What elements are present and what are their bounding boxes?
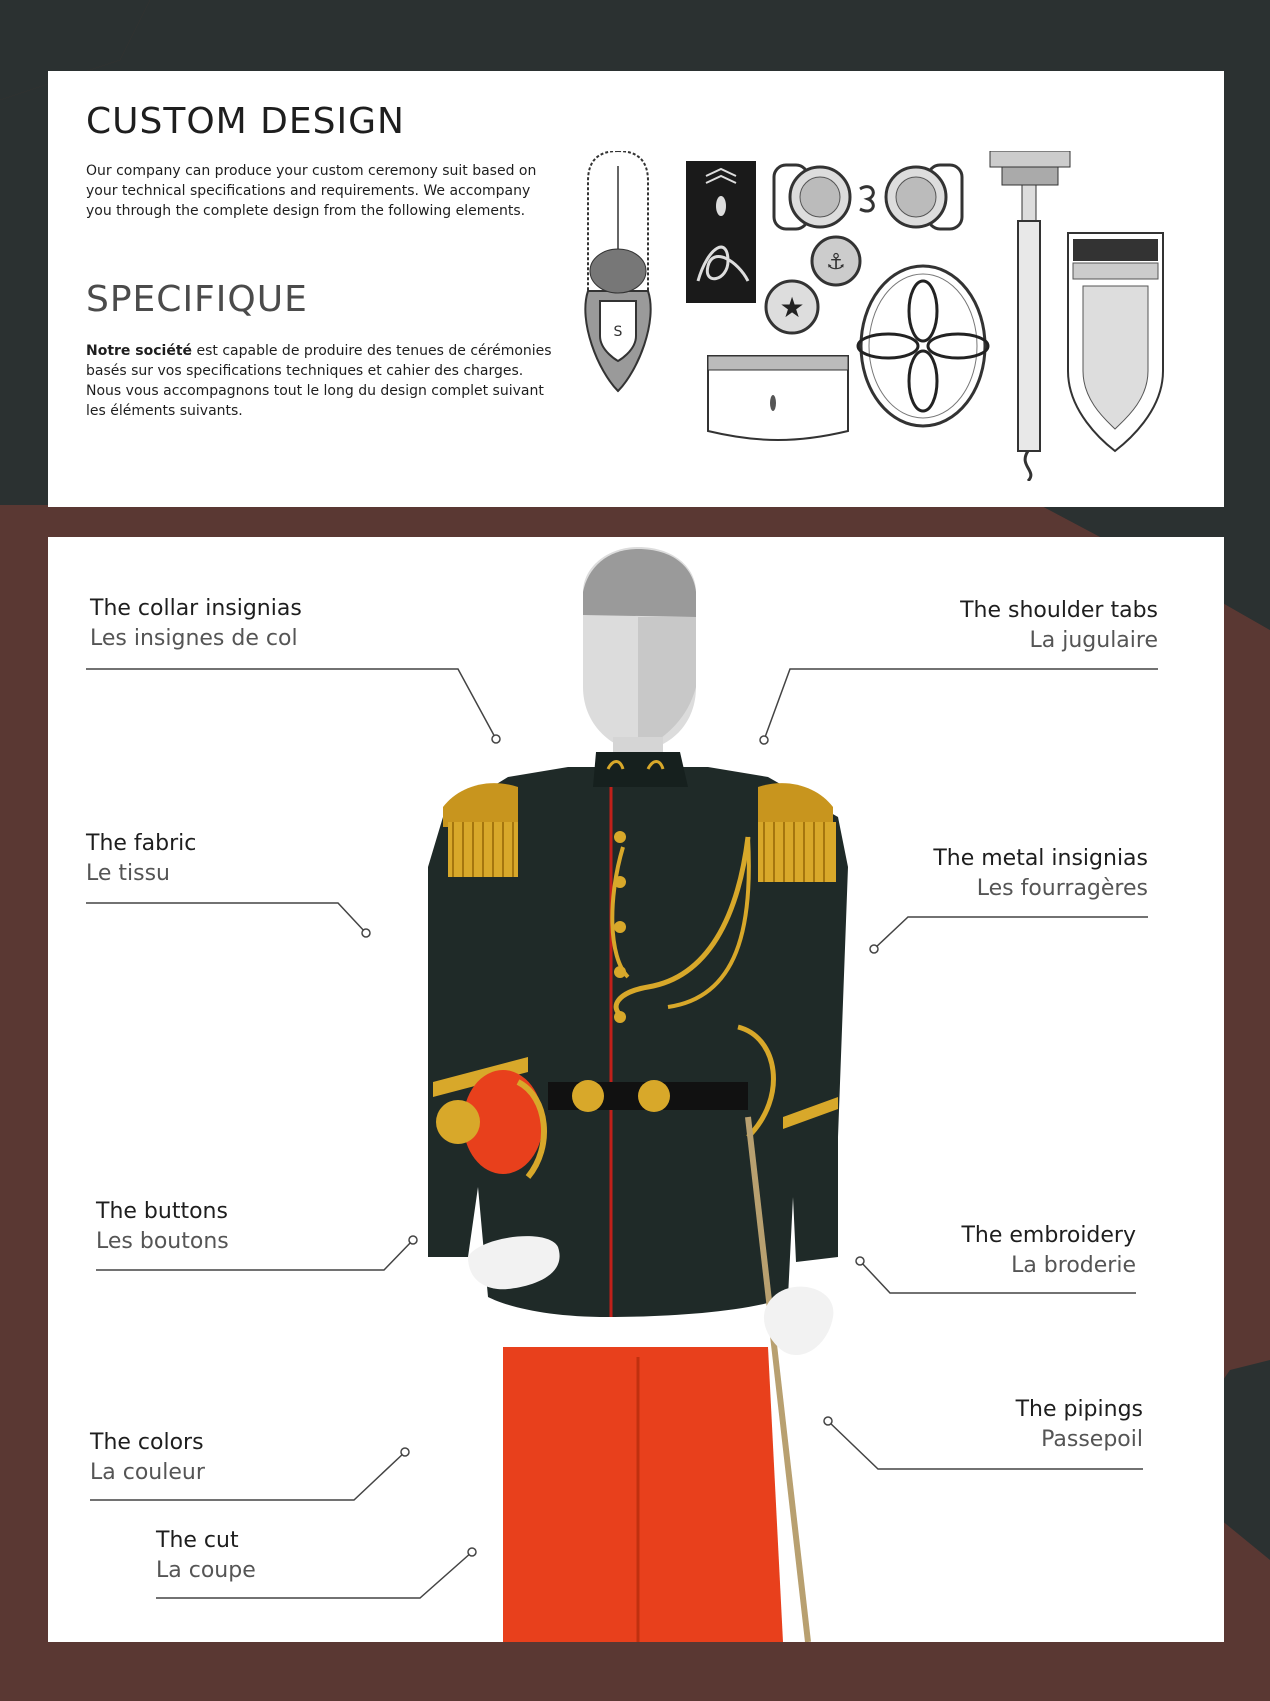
custom-design-panel [48,71,1224,507]
callout-leader-lines [48,537,1224,1642]
callout-fr: La couleur [90,1460,205,1485]
callout-en: The colors [90,1430,204,1455]
intro-text-fr-bold: Notre société [86,343,193,359]
shield-badge-icon [1068,233,1163,451]
callout-embroidery [961,1221,1136,1281]
sword-hanger-icon [990,151,1070,481]
intro-text-en: Our company can produce your custom ceremony suit based on your technical specifications and requirements. We accompany you through the complete design from the following elements. [86,163,537,219]
svg-text:S: S [613,324,623,340]
svg-text:★: ★ [779,291,805,324]
callout-en: The pipings [1015,1397,1143,1422]
cap-band-icon [708,356,848,440]
callout-fr: Les boutons [96,1229,229,1254]
callout-en: The fabric [86,831,197,856]
callout-colors [90,1428,205,1488]
callout-fr: Les insignes de col [90,626,298,651]
callout-metal-insignias [933,844,1148,904]
callout-cut [156,1526,256,1586]
callout-collar-insignias [90,594,302,654]
uniform-panel [48,537,1224,1642]
callout-fr: La coupe [156,1558,256,1583]
callout-en: The buttons [96,1199,228,1224]
callout-pipings [1016,1395,1143,1455]
title-specifique: SPECIFIQUE [86,279,308,320]
intro-text-fr-rest: est capable de produire des tenues de cérémonies basés sur vos specifications techniques et cahier des charges. Nous vous accompagnons tout le long du design complet suivant les éléments suivants. [86,343,552,419]
callout-fr: Les fourragères [976,876,1148,901]
svg-text:⚓: ⚓ [826,250,846,275]
callout-en: The shoulder tabs [960,598,1158,623]
pocket-badge-icon [585,151,650,391]
callout-fr: La jugulaire [1029,628,1158,653]
belt-buckle-icon [774,165,962,229]
insignia-illustrations [578,151,1198,481]
callout-buttons [96,1197,229,1257]
callout-en: The cut [156,1528,239,1553]
callout-en: The metal insignias [933,846,1148,871]
callout-fr: La broderie [1011,1253,1136,1278]
shoulder-board-icon [686,161,756,303]
oval-plate-icon [858,266,988,426]
callout-shoulder-tabs [960,596,1158,656]
callout-en: The embroidery [961,1223,1136,1248]
callout-fabric [86,829,196,889]
callout-fr: Passepoil [1041,1427,1143,1452]
callout-en: The collar insignias [90,596,302,621]
title-custom-design: CUSTOM DESIGN [86,101,405,142]
callout-fr: Le tissu [86,861,171,886]
intro-text-fr [86,341,556,421]
